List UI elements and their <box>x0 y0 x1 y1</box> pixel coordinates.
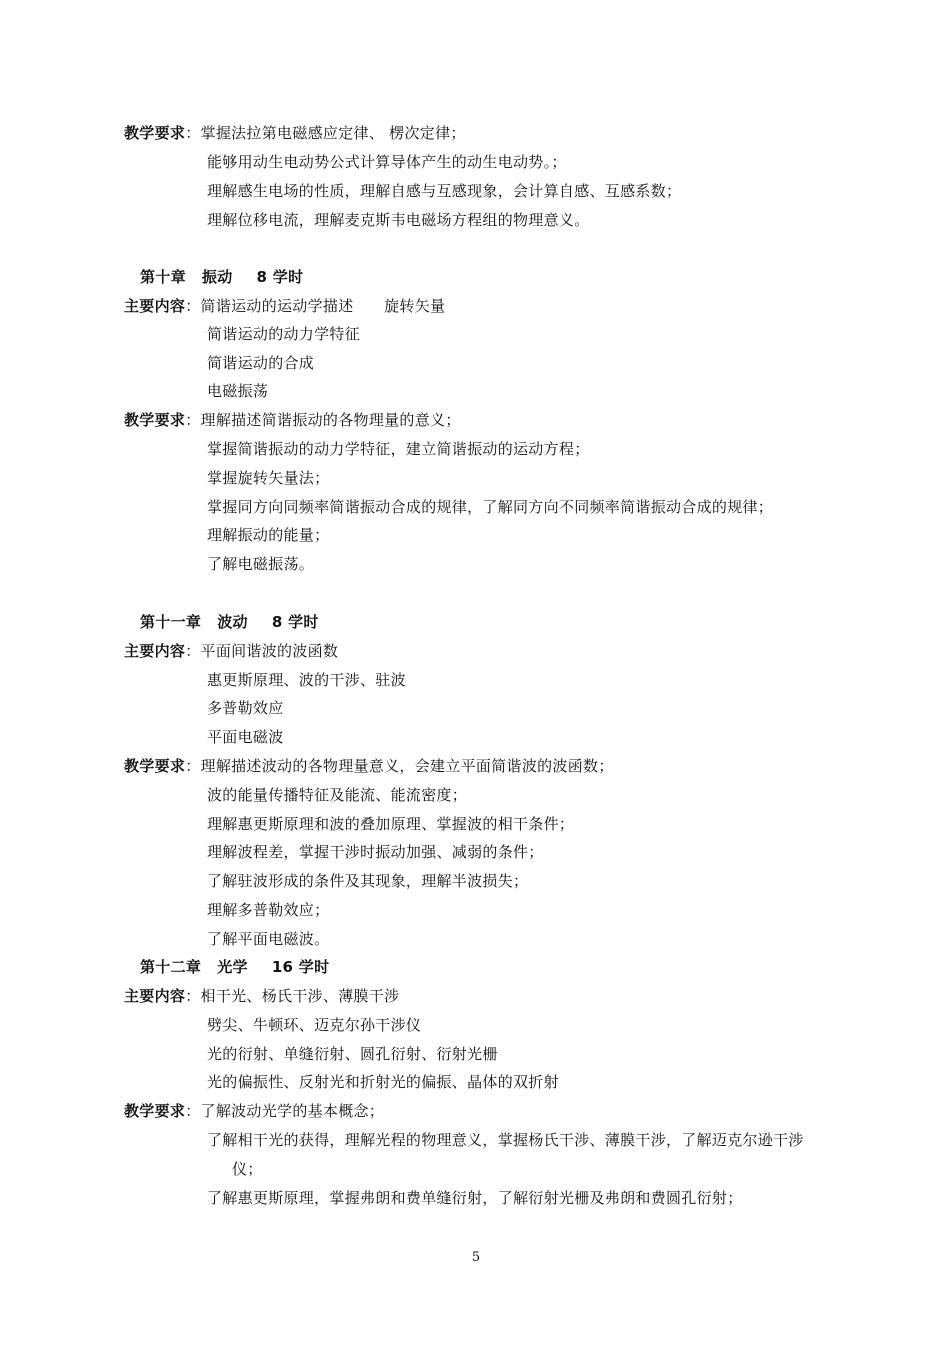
colon: ： <box>185 297 201 315</box>
contents-row <box>124 641 338 661</box>
requirement-item: 理解位移电流，理解麦克斯韦电磁场方程组的物理意义。 <box>207 211 590 229</box>
requirements-row <box>124 123 466 143</box>
chapter-number: 第十一章 <box>140 613 202 631</box>
requirement-item: 了解波动光学的基本概念； <box>200 1102 385 1120</box>
requirement-item: 了解电磁振荡。 <box>207 555 315 573</box>
contents-row <box>124 296 445 316</box>
content-item: 惠更斯原理、波的干涉、驻波 <box>207 671 406 689</box>
requirement-item: 仪； <box>232 1160 263 1178</box>
chapter-title: 光学 <box>217 958 248 976</box>
content-item: 简谐运动的动力学特征 <box>207 325 361 343</box>
content-item: 平面电磁波 <box>207 728 284 746</box>
content-item: 简谐运动的合成 <box>207 354 315 372</box>
chapter-hours: 8 学时 <box>256 268 304 286</box>
contents-label: 主要内容 <box>124 642 186 660</box>
colon: ： <box>185 642 201 660</box>
requirement-item: 了解驻波形成的条件及其现象，理解半波损失； <box>207 872 529 890</box>
content-item: 光的偏振性、反射光和折射光的偏振、晶体的双折射 <box>207 1073 559 1091</box>
colon: ： <box>185 987 201 1005</box>
requirement-item: 掌握旋转矢量法； <box>207 469 330 487</box>
requirement-item: 波的能量传播特征及能流、能流密度； <box>207 786 468 804</box>
contents-label: 主要内容 <box>124 297 186 315</box>
colon: ： <box>185 124 201 142</box>
content-item: 平面间谐波的波函数 <box>200 642 339 660</box>
requirement-item: 理解惠更斯原理和波的叠加原理、掌握波的相干条件； <box>207 815 575 833</box>
content-item: 简谐运动的运动学描述 旋转矢量 <box>200 297 446 315</box>
requirement-item: 了解惠更斯原理，掌握弗朗和费单缝衍射，了解衍射光栅及弗朗和费圆孔衍射； <box>207 1189 743 1207</box>
colon: ： <box>185 757 201 775</box>
chapter-title: 振动 <box>201 268 233 286</box>
requirement-item: 了解相干光的获得，理解光程的物理意义，掌握杨氏干涉、薄膜干涉，了解迈克尔逊干涉 <box>207 1131 804 1149</box>
chapter-heading <box>140 957 329 977</box>
content-item: 劈尖、牛顿环、迈克尔孙干涉仪 <box>207 1016 422 1034</box>
requirement-item: 掌握法拉第电磁感应定律、 楞次定律； <box>200 124 466 142</box>
chapter-number: 第十二章 <box>140 958 202 976</box>
contents-label: 主要内容 <box>124 987 186 1005</box>
chapter-hours: 8 学时 <box>271 613 319 631</box>
page-number: 5 <box>471 1250 481 1265</box>
requirements-row <box>124 1101 384 1121</box>
content-item: 相干光、杨氏干涉、薄膜干涉 <box>200 987 400 1005</box>
chapter-heading <box>140 612 319 632</box>
requirements-label: 教学要求 <box>124 411 186 429</box>
requirement-item: 理解振动的能量； <box>207 526 330 544</box>
requirement-item: 掌握同方向同频率简谐振动合成的规律，了解同方向不同频率简谐振动合成的规律； <box>207 498 774 516</box>
content-item: 多普勒效应 <box>207 699 284 717</box>
colon: ： <box>185 1102 201 1120</box>
requirement-item: 理解波程差，掌握干涉时振动加强、减弱的条件； <box>207 843 544 861</box>
requirement-item: 理解感生电场的性质，理解自感与互感现象，会计算自感、互感系数； <box>207 182 682 200</box>
requirements-label: 教学要求 <box>124 757 186 775</box>
chapter-hours: 16 学时 <box>271 958 330 976</box>
requirement-item: 掌握简谐振动的动力学特征，建立简谐振动的运动方程； <box>207 440 590 458</box>
requirements-label: 教学要求 <box>124 1102 186 1120</box>
requirement-item: 理解描述波动的各物理量意义，会建立平面简谐波的波函数； <box>200 757 614 775</box>
requirement-item: 理解描述简谐振动的各物理量的意义； <box>200 411 461 429</box>
chapter-title: 波动 <box>217 613 248 631</box>
requirements-label: 教学要求 <box>124 124 186 142</box>
requirements-row <box>124 410 461 430</box>
requirement-item: 能够用动生电动势公式计算导体产生的动生电动势。； <box>207 153 567 171</box>
content-item: 光的衍射、单缝衍射、圆孔衍射、衍射光栅 <box>207 1045 498 1063</box>
requirements-row <box>124 756 614 776</box>
contents-row <box>124 986 399 1006</box>
content-item: 电磁振荡 <box>207 382 269 400</box>
chapter-number: 第十章 <box>140 268 186 286</box>
chapter-heading <box>140 267 303 287</box>
colon: ： <box>185 411 201 429</box>
requirement-item: 了解平面电磁波。 <box>207 930 330 948</box>
requirement-item: 理解多普勒效应； <box>207 901 330 919</box>
